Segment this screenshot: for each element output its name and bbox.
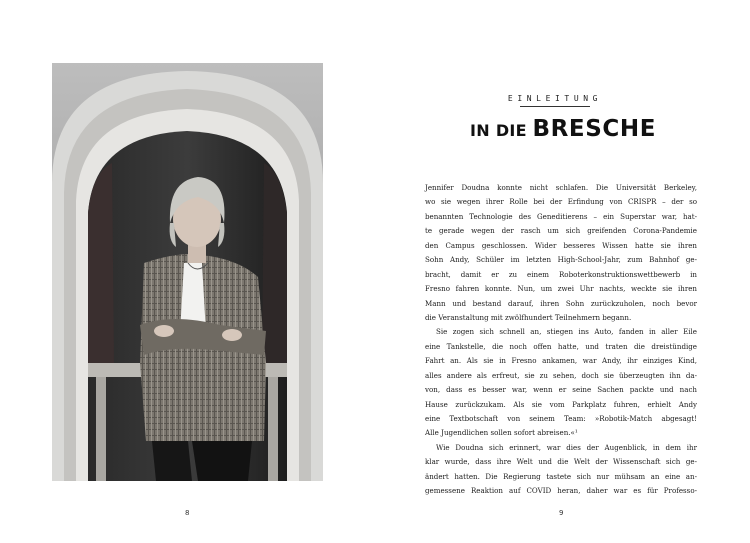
text-line: die Veranstaltung mit zwölfhundert Teilnehmern begann. [425,312,632,322]
chapter-rule [520,106,590,107]
text-line: ändert hatten. Die Regierung tastete sich nur mühsam an eine an- [425,471,697,481]
text-line: Fahrt an. Als sie in Fresno ankamen, war Andy, ihr einziges Kind, [425,356,697,366]
text-line: eine Textbotschaft von seinem Team: »Robotik-Match abgesagt! [425,414,697,423]
text-line: den Campus geschlossen. Wider besseres Wissen hatte sie ihren [425,240,697,250]
text-line: klar wurde, dass ihre Welt und die Welt der Wissenschaft sich ge- [425,457,697,467]
page-number-right: 9 [559,509,564,517]
text-line: Sie zogen sich schnell an, stiegen ins Auto, fanden in aller Eile [436,327,697,337]
chapter-label: EINLEITUNG [507,94,603,103]
body-text [425,181,697,499]
text-line: benannten Technologie des Geneditierens – ein Superstar war, hat- [425,211,697,221]
page-number-left: 8 [185,509,190,517]
text-line: wo sie wegen ihrer Rolle bei der Erfindung von CRISPR – der so [425,197,697,207]
text-line: bracht, damit er zu einem Roboterkonstruktionswettbewerb in [425,269,697,279]
chapter-title-part1: IN DIE [470,121,527,140]
text-line: Alle Jugendlichen sollen sofort abreisen.«¹ [425,428,578,438]
portrait-photo [52,63,323,481]
text-line: von, dass es besser war, wenn er seine Sachen packte und nach [425,385,697,395]
chapter-title [470,116,657,142]
text-line: Jennifer Doudna konnte nicht schlafen. Die Universität Berkeley, [425,183,697,192]
text-line: alles andere als erfreut, sie zu sehen, doch sie überzeugten ihn da- [425,370,697,380]
text-line: Fresno fahren konnte. Nun, um zwei Uhr nachts, weckte sie ihren [425,284,697,294]
text-line: gemessene Reaktion auf COVID heran, daher war es für Professo- [425,486,697,496]
text-line: te gerade wegen der rasch um sich greifenden Corona-Pandemie [425,226,697,236]
text-line: Sohn Andy, Schüler im letzten High-School-Jahr, zum Bahnhof ge- [425,255,697,265]
chapter-title-part2: BRESCHE [532,116,657,142]
text-line: Mann und bestand darauf, ihren Sohn zurückzuholen, noch bevor [425,298,697,308]
text-line: eine Tankstelle, die noch offen hatte, und traten die dreistündige [425,341,697,351]
text-line: Wie Doudna sich erinnert, war dies der Augenblick, in dem ihr [436,442,697,452]
text-line: Hause zurückzukam. Als sie vom Parkplatz fuhren, erhielt Andy [425,399,697,409]
